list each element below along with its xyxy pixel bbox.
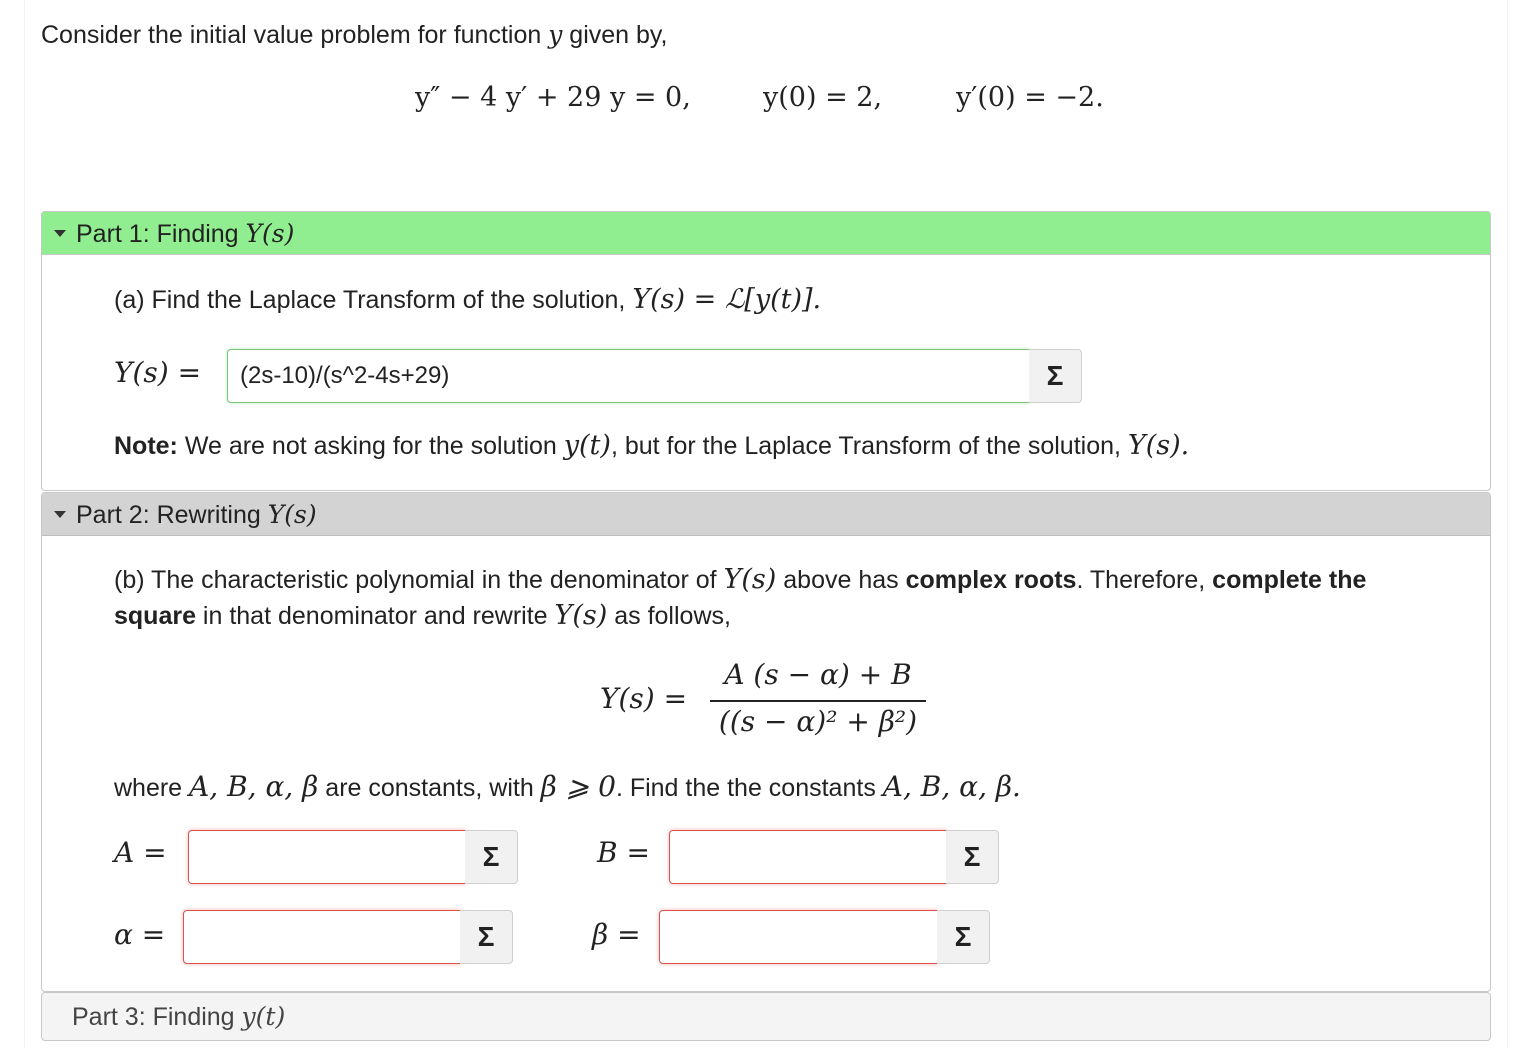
note-math-2: Y(s). [1127,430,1190,461]
formula-numerator: A (s − α) + B [724,658,912,691]
ys-label: Y(s) = [114,356,202,389]
part-2-question-line-2 [114,600,731,631]
q-bold-3: square [114,602,196,630]
part-1-question [114,284,821,315]
q-math-2: Y(s) [554,600,608,631]
note-text-2: , but for the Laplace Transform of the solution, [610,432,1128,460]
sigma-icon[interactable]: Σ [937,910,990,964]
q-text: (b) The characteristic polynomial in the denominator of [114,566,724,594]
part-2-header[interactable] [42,493,1490,536]
question-text: (a) Find the Laplace Transform of the solution, [114,286,633,314]
label-alpha: α = [114,918,166,951]
problem-intro [41,20,668,50]
label-beta: β = [592,918,641,951]
q-text-3: . Therefore, [1076,566,1213,594]
where-text-3: . Find the the constants [615,774,883,802]
A-input[interactable] [188,830,466,884]
q-bold-2: complete the [1212,566,1367,594]
caret-down-icon [54,230,66,237]
where-math-1: A, B, α, β [189,770,319,803]
B-input[interactable] [669,830,947,884]
q-text-4: in that denominator and rewrite [195,602,555,630]
where-constants-text [114,770,1021,803]
q-math: Y(s) [723,564,777,595]
where-text-2: are constants, with [318,774,541,802]
where-text: where [114,774,190,802]
q-bold-1: complex roots [905,566,1077,594]
sigma-icon[interactable]: Σ [465,830,518,884]
caret-down-icon [54,511,66,518]
fraction-bar [710,700,926,702]
part-2-question-line-1 [114,564,1366,595]
beta-input[interactable] [659,910,938,964]
note-label: Note: [114,432,178,460]
part-1-header[interactable] [42,212,1490,255]
formula-lhs: Y(s) = [600,682,688,715]
part-2-title: Part 2: Rewriting [76,501,268,529]
initial-condition-1: y(0) = 2, [763,82,883,113]
part-1-title-math: Y(s) [245,219,295,248]
question-math: Y(s) = ℒ[y(t)]. [632,284,822,315]
where-math-2: β ⩾ 0 [540,770,616,803]
sigma-icon[interactable]: Σ [1029,349,1082,403]
part-3-panel [41,992,1491,1041]
intro-text-end: given by, [562,21,668,49]
part-3-header[interactable] [42,993,1490,1040]
initial-condition-2: y′(0) = −2. [956,82,1104,113]
sigma-icon[interactable]: Σ [460,910,513,964]
q-text-2: above has [776,566,906,594]
label-A: A = [114,836,167,869]
label-B: B = [597,836,650,869]
part-1-title: Part 1: Finding [76,220,246,248]
where-math-3: A, B, α, β. [882,770,1021,803]
note-text: We are not asking for the solution [177,432,564,460]
ode-equation: y″ − 4 y′ + 29 y = 0, [415,82,691,113]
intro-variable: y [548,20,563,49]
sigma-icon[interactable]: Σ [946,830,999,884]
formula-denominator: ((s − α)² + β²) [718,705,918,738]
part-2-title-math: Y(s) [267,500,317,529]
part-3-title-math: y(t) [241,1002,286,1031]
part-3-title: Part 3: Finding [72,1003,242,1031]
intro-text: Consider the initial value problem for function [41,21,549,49]
note-math-1: y(t) [563,430,611,461]
ys-answer-input[interactable]: (2s-10)/(s^2-4s+29) [227,349,1030,403]
q-text-5: as follows, [607,602,731,630]
alpha-input[interactable] [183,910,461,964]
part-1-note [114,430,1189,461]
